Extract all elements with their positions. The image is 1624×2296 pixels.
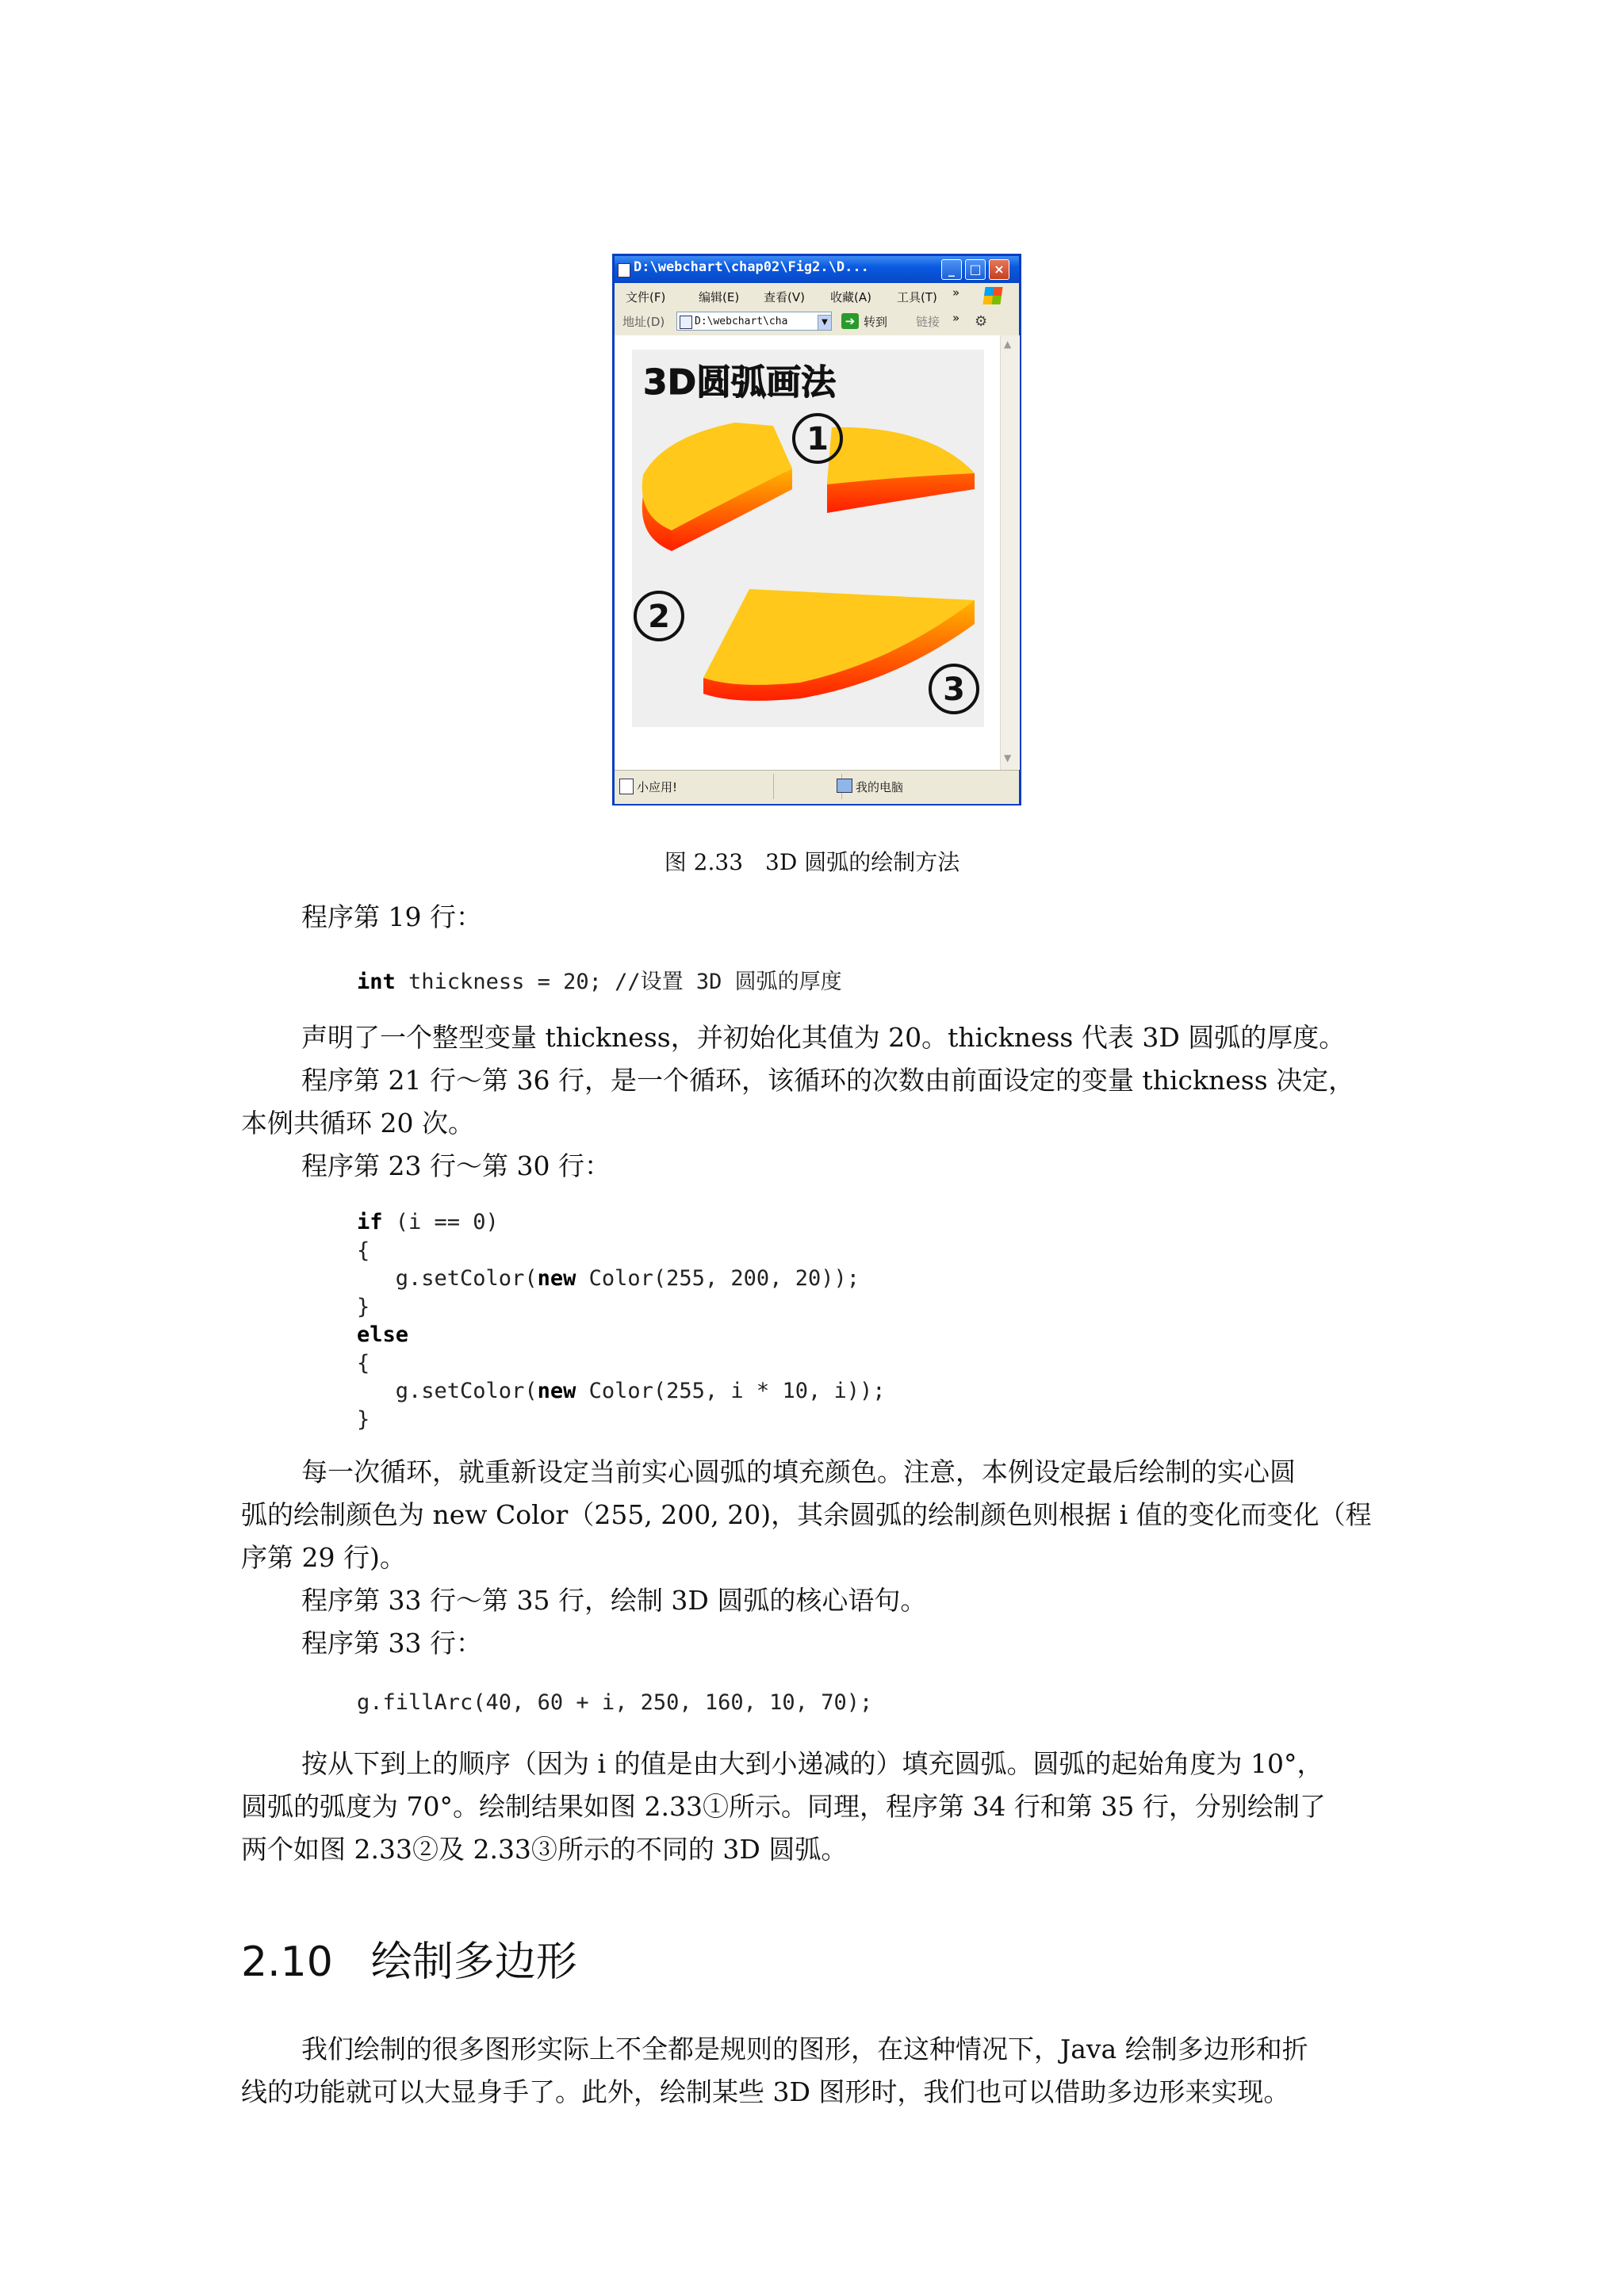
computer-icon [837, 779, 852, 793]
code-line: { [357, 1350, 370, 1376]
applet-heading: 3D圆弧画法 [643, 362, 837, 403]
label-2 [635, 592, 683, 640]
settings-gear-icon[interactable]: ⚙ [975, 313, 988, 330]
section-heading [241, 1928, 577, 1988]
label-3 [930, 665, 978, 713]
menu-bar [615, 283, 1019, 309]
status-zone-text: 我的电脑 [856, 780, 904, 794]
paragraph: 声明了一个整型变量 thickness，并初始化其值为 20。thickness 代表 3D 圆弧的厚度。 [301, 1022, 1346, 1053]
code-line [357, 1265, 886, 1293]
code-text: thickness = 20; //设置 3D 圆弧的厚度 [395, 970, 842, 994]
browser-window [612, 254, 1021, 806]
links-chevron-icon[interactable]: » [952, 311, 960, 325]
code-block [357, 1208, 886, 1433]
svg-text:1: 1 [806, 421, 829, 457]
code-keyword: else [357, 1322, 409, 1347]
code-text: (i == 0) [382, 1210, 499, 1234]
figure-caption: 图 2.33 3D 圆弧的绘制方法 [664, 849, 960, 875]
links-label[interactable]: 链接 [916, 315, 940, 329]
paragraph: 线的功能就可以大显身手了。此外，绘制某些 3D 图形时，我们也可以借助多边形来实现。 [241, 2076, 1290, 2107]
arc-3d-2 [642, 423, 792, 551]
code-line [357, 1377, 886, 1406]
code-line [357, 1321, 886, 1349]
browser-content [615, 335, 1019, 770]
paragraph: 按从下到上的顺序（因为 i 的值是由大到小递减的）填充圆弧。圆弧的起始角度为 10°， [301, 1748, 1323, 1779]
code-line [357, 964, 842, 995]
code-keyword: int [357, 970, 396, 994]
code-text: Color(255, i * 10, i)); [576, 1379, 886, 1403]
paragraph: 程序第 23 行～第 30 行： [301, 1150, 611, 1181]
minimize-button[interactable]: _ [941, 259, 962, 280]
paragraph: 两个如图 2.33②及 2.33③所示的不同的 3D 圆弧。 [241, 1834, 848, 1865]
code-line: } [357, 1294, 370, 1319]
svg-text:3: 3 [943, 672, 965, 708]
address-label: 地址(D) [622, 315, 665, 329]
code-line: { [357, 1238, 370, 1263]
scroll-up-icon[interactable]: ▲ [1004, 339, 1012, 350]
paragraph: 程序第 21 行～第 36 行，是一个循环，该循环的次数由前面设定的变量 thickness 决定， [301, 1065, 1355, 1096]
code-text: g.setColor( [357, 1379, 538, 1403]
applet-canvas [632, 350, 984, 727]
paragraph: 程序第 33 行～第 35 行，绘制 3D 圆弧的核心语句。 [301, 1585, 927, 1616]
address-dropdown-icon[interactable]: ▼ [818, 315, 832, 331]
address-input[interactable]: D:\webchart\cha [676, 312, 832, 331]
status-bar [615, 770, 1019, 804]
scroll-down-icon[interactable]: ▼ [1004, 752, 1012, 763]
title-bar [615, 256, 1019, 283]
code-line: } [357, 1406, 370, 1432]
window-title: D:\webchart\chap02\Fig2.\D... [634, 259, 869, 275]
status-left-text: 小应用! [637, 780, 678, 794]
paragraph: 圆弧的弧度为 70°。绘制结果如图 2.33①所示。同理，程序第 34 行和第 35 行，分别绘制了 [241, 1791, 1326, 1822]
paragraph: 程序第 19 行： [301, 901, 482, 932]
menu-more-chevron[interactable]: » [952, 285, 960, 300]
arc-3d-1 [827, 427, 975, 513]
code-line: g.fillArc(40, 60 + i, 250, 160, 10, 70); [357, 1690, 873, 1715]
paragraph: 我们绘制的很多图形实际上不全都是规则的图形，在这种情况下，Java 绘制多边形和折 [301, 2034, 1308, 2064]
menu-file[interactable]: 文件(F) [626, 290, 666, 304]
code-line [357, 1208, 886, 1237]
page-icon [680, 316, 692, 329]
ie-page-icon [618, 263, 630, 277]
menu-edit[interactable]: 编辑(E) [699, 290, 740, 304]
section-title: 绘制多边形 [370, 1938, 577, 1986]
code-keyword: new [537, 1266, 576, 1291]
code-keyword: new [537, 1379, 576, 1403]
menu-tools[interactable]: 工具(T) [897, 290, 937, 304]
windows-logo-icon [982, 287, 1002, 304]
paragraph: 序第 29 行)。 [241, 1542, 406, 1573]
go-arrow-icon[interactable]: ➔ [841, 313, 859, 329]
code-keyword: if [357, 1210, 383, 1234]
arc-3d-3 [703, 589, 975, 701]
svg-text:2: 2 [648, 599, 670, 635]
menu-favorites[interactable]: 收藏(A) [830, 290, 871, 304]
status-divider [773, 774, 774, 799]
section-number: 2.10 [241, 1938, 333, 1986]
paragraph: 每一次循环，就重新设定当前实心圆弧的填充颜色。注意，本例设定最后绘制的实心圆 [301, 1456, 1296, 1487]
code-text: g.setColor( [357, 1266, 538, 1291]
menu-view[interactable]: 查看(V) [764, 290, 805, 304]
paragraph: 程序第 33 行： [301, 1628, 482, 1659]
address-bar [615, 308, 1019, 336]
applet-status-icon [619, 779, 634, 794]
paragraph: 本例共循环 20 次。 [241, 1108, 474, 1138]
maximize-button[interactable]: □ [965, 259, 986, 280]
vertical-scrollbar[interactable] [1000, 335, 1020, 770]
go-button[interactable]: 转到 [864, 315, 888, 329]
close-button[interactable]: × [989, 259, 1009, 280]
code-text: Color(255, 200, 20)); [576, 1266, 860, 1291]
paragraph: 弧的绘制颜色为 new Color（255, 200, 20)，其余圆弧的绘制颜色则根据 i 值的变化而变化（程 [241, 1499, 1372, 1530]
